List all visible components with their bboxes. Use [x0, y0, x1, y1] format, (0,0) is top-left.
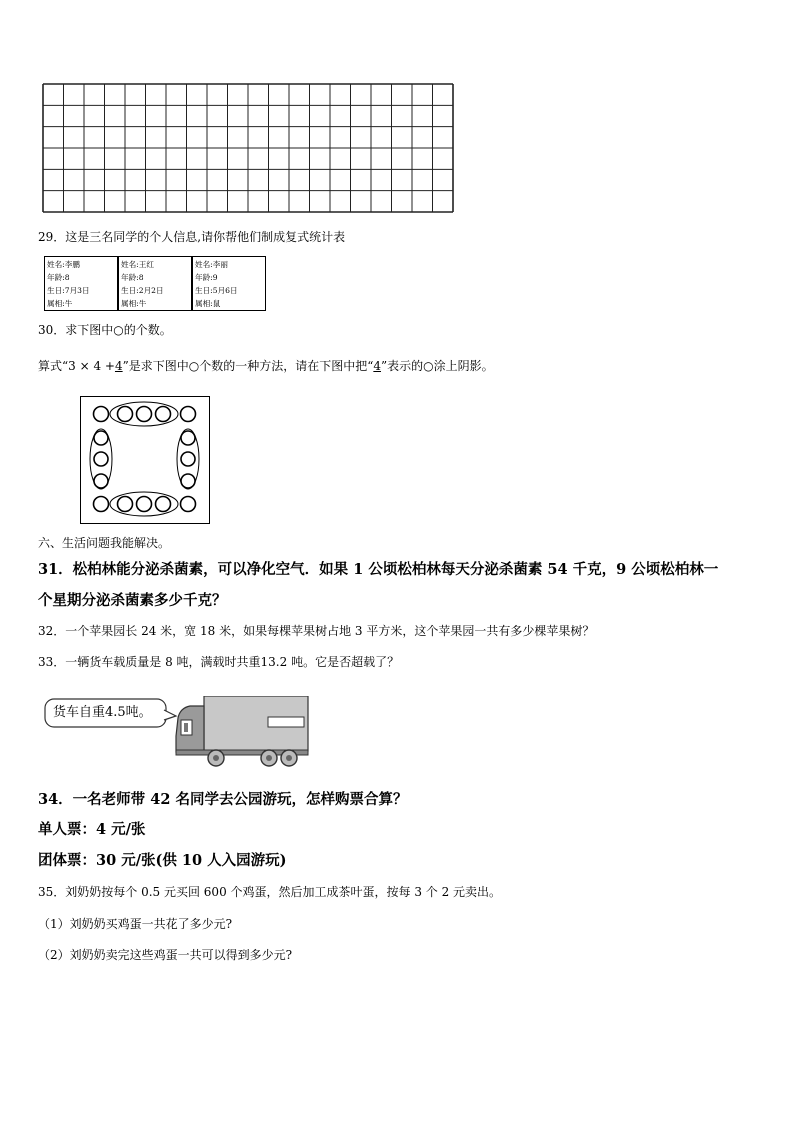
formula-underlined-number: 4 [114, 359, 123, 373]
circles-figure [80, 396, 211, 525]
question-35: 35．刘奶奶按每个 0.5 元买回 600 个鸡蛋，然后加工成茶叶蛋，按每 3 个 2 元卖出。 [38, 885, 502, 899]
question-32: 32．一个苹果园长 24 米，宽 18 米，如果每棵苹果树占地 3 平方米，这个苹果园一共有多少棵苹果树？ [38, 624, 595, 638]
question-35-part-2: （2）刘奶奶卖完这些鸡蛋一共可以得到多少元? [38, 948, 293, 962]
circle [156, 407, 171, 422]
cab-window-frame [184, 723, 188, 732]
circle [181, 452, 195, 466]
formula-line [38, 358, 494, 374]
circle [94, 474, 108, 488]
question-31-line-2: 个星期分泌杀菌素多少千克？ [38, 592, 227, 609]
section-6-heading: 六、生活问题我能解决。 [38, 536, 171, 550]
wheel-hub [286, 755, 292, 761]
card-zodiac: 属相:牛 [121, 299, 147, 308]
question-34: 34．一名老师带 42 名同学去公园游玩，怎样购票合算？ [38, 791, 408, 808]
formula-suffix: ”表示的○涂上阴影。 [381, 359, 494, 373]
circle [94, 431, 108, 445]
square-grid [42, 83, 454, 213]
circle [137, 497, 152, 512]
circle [118, 497, 133, 512]
card-birthday: 生日:7月3日 [47, 286, 90, 295]
card-birthday: 生日:5月6日 [195, 286, 238, 295]
card-age: 年龄:9 [195, 273, 218, 282]
info-card-3 [192, 256, 266, 311]
formula-middle: ”是求下图中○个数的一种方法，请在下图中把“ [122, 359, 374, 373]
formula-underlined-number-2: 4 [373, 359, 381, 373]
wheel-hub [266, 755, 272, 761]
circle [137, 407, 152, 422]
figure-border [81, 397, 210, 524]
card-zodiac: 属相:牛 [47, 299, 73, 308]
formula-prefix: 算式“3 × 4 + [38, 359, 115, 373]
wheel-hub [213, 755, 219, 761]
info-card-2 [118, 256, 192, 311]
circle [94, 497, 109, 512]
question-31-line-1: 31．松柏林能分泌杀菌素，可以净化空气．如果 1 公顷松柏林每天分泌杀菌素 54 千克，9 公顷松柏林一 [38, 561, 719, 578]
question-35-part-1: （1）刘奶奶买鸡蛋一共花了多少元? [38, 917, 233, 931]
speech-bubble-text: 货车自重4.5吨。 [53, 705, 152, 720]
single-ticket-price: 单人票：4 元/张 [38, 821, 146, 838]
card-zodiac: 属相:鼠 [195, 299, 221, 308]
bottom-group-ellipse [110, 492, 178, 516]
top-group-ellipse [110, 402, 178, 426]
question-29: 29．这是三名同学的个人信息,请你帮他们制成复式统计表 [38, 230, 346, 244]
circle [181, 497, 196, 512]
card-age: 年龄:8 [121, 273, 144, 282]
circle [156, 497, 171, 512]
circle [181, 431, 195, 445]
info-card-1 [44, 256, 118, 311]
bubble-tail [164, 710, 176, 720]
question-33: 33．一辆货车载质量是 8 吨，满载时共重13.2 吨。它是否超载了？ [38, 655, 400, 669]
card-age: 年龄:8 [47, 273, 70, 282]
question-30: 30．求下图中○的个数。 [38, 323, 172, 337]
circle [181, 407, 196, 422]
card-name: 姓名:李鹏 [47, 260, 80, 269]
group-ticket-price: 团体票：30 元/张(供 10 人入园游玩) [38, 852, 287, 869]
cargo-label [268, 717, 304, 727]
card-name: 姓名:王红 [121, 260, 154, 269]
circle [94, 452, 108, 466]
circle [94, 407, 109, 422]
card-birthday: 生日:2月2日 [121, 286, 164, 295]
circle [181, 474, 195, 488]
truck-illustration [44, 696, 310, 768]
card-name: 姓名:李丽 [195, 260, 228, 269]
circle [118, 407, 133, 422]
